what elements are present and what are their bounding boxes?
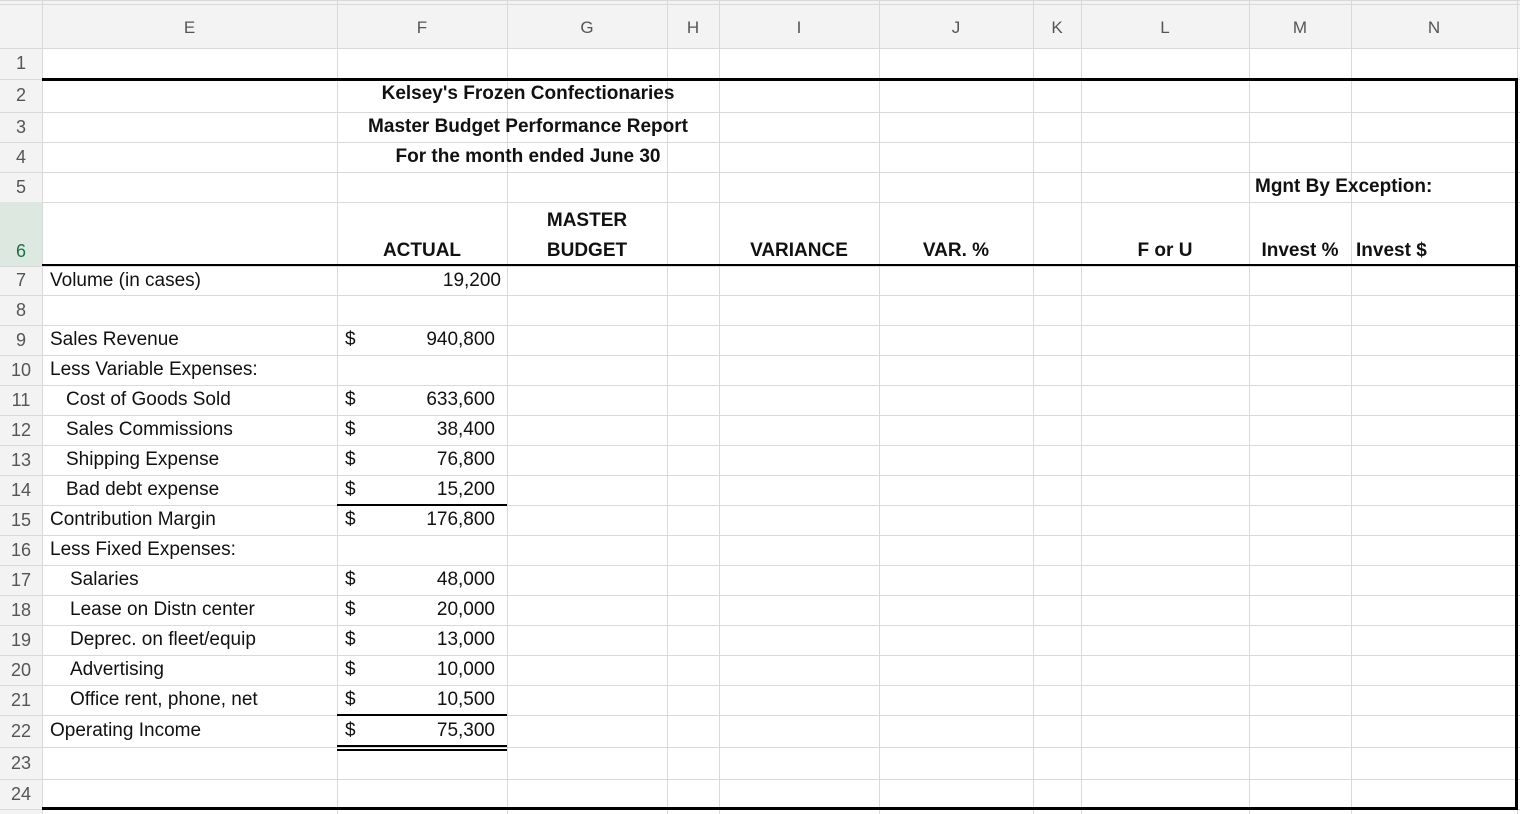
gridline xyxy=(42,78,1518,81)
currency-symbol: $ xyxy=(345,419,356,440)
column-header-k[interactable]: K xyxy=(1051,18,1063,37)
row-header-18[interactable]: 18 xyxy=(10,599,32,620)
header-var-pct: VAR. % xyxy=(922,240,990,261)
header-master: MASTER xyxy=(546,210,628,231)
row-header-13[interactable]: 13 xyxy=(10,449,32,470)
gridline xyxy=(337,749,507,751)
currency-symbol: $ xyxy=(345,389,356,410)
actual-value: 20,000 xyxy=(436,599,495,620)
actual-value: 940,800 xyxy=(426,329,495,350)
actual-value: 38,400 xyxy=(436,419,495,440)
column-header-e[interactable]: E xyxy=(183,18,196,37)
gridline xyxy=(0,202,1520,203)
actual-value: 10,500 xyxy=(436,689,495,710)
column-header-m[interactable]: M xyxy=(1292,18,1308,37)
header-budget: BUDGET xyxy=(546,240,628,261)
header-variance: VARIANCE xyxy=(750,240,848,261)
gridline xyxy=(1081,0,1082,814)
line-item-label: Sales Commissions xyxy=(66,419,233,440)
currency-symbol: $ xyxy=(345,509,356,530)
row-header-5[interactable]: 5 xyxy=(15,176,26,197)
gridline xyxy=(719,0,720,814)
currency-symbol: $ xyxy=(345,569,356,590)
column-header-h[interactable]: H xyxy=(686,18,700,37)
currency-symbol: $ xyxy=(345,659,356,680)
gridline xyxy=(0,48,42,49)
row-header-4[interactable]: 4 xyxy=(15,146,26,167)
currency-symbol: $ xyxy=(345,329,356,350)
actual-value: 633,600 xyxy=(426,389,495,410)
column-header-f[interactable]: F xyxy=(416,18,428,37)
row-header-15[interactable]: 15 xyxy=(10,509,32,530)
column-header-j[interactable]: J xyxy=(951,18,961,37)
row-header-1[interactable]: 1 xyxy=(15,53,26,73)
header-invest-dollar: Invest $ xyxy=(1356,240,1427,261)
row-header-2[interactable]: 2 xyxy=(15,85,26,105)
row-header-10[interactable]: 10 xyxy=(10,359,32,380)
row-header-7[interactable]: 7 xyxy=(15,270,26,290)
currency-symbol: $ xyxy=(345,689,356,710)
line-item-label: Salaries xyxy=(70,569,139,590)
currency-symbol: $ xyxy=(345,599,356,620)
report-title: Master Budget Performance Report xyxy=(368,116,688,137)
gridline xyxy=(0,0,1520,1)
actual-value: 13,000 xyxy=(436,629,495,650)
header-actual: ACTUAL xyxy=(382,240,462,261)
row-header-14[interactable]: 14 xyxy=(10,479,32,500)
line-item-label: Volume (in cases) xyxy=(50,269,202,291)
line-item-label: Contribution Margin xyxy=(50,509,216,530)
column-header-n[interactable]: N xyxy=(1427,18,1441,37)
row-header-12[interactable]: 12 xyxy=(10,419,32,440)
report-period: For the month ended June 30 xyxy=(395,146,661,167)
actual-value: 10,000 xyxy=(436,659,495,680)
gridline xyxy=(0,747,1520,748)
row-header-21[interactable]: 21 xyxy=(10,689,32,710)
line-item-label: Shipping Expense xyxy=(66,449,220,470)
gridline xyxy=(0,48,1520,49)
line-item-label: Less Fixed Expenses: xyxy=(50,539,236,560)
header-invest-pct: Invest % xyxy=(1261,240,1339,261)
gridline xyxy=(0,142,1520,143)
row-header-8[interactable]: 8 xyxy=(15,299,26,320)
gridline xyxy=(337,714,507,716)
line-item-label: Cost of Goods Sold xyxy=(66,389,231,410)
actual-value: 15,200 xyxy=(436,479,495,500)
row-header-20[interactable]: 20 xyxy=(10,659,32,680)
gridline xyxy=(337,504,507,506)
line-item-label: Deprec. on fleet/equip xyxy=(70,629,256,650)
line-item-label: Less Variable Expenses: xyxy=(50,359,258,380)
actual-value xyxy=(337,535,507,565)
row-header-17[interactable]: 17 xyxy=(10,569,32,590)
actual-value: 75,300 xyxy=(436,720,495,741)
gridline xyxy=(879,0,880,814)
line-item-label: Operating Income xyxy=(50,720,202,741)
line-item-label: Bad debt expense xyxy=(66,479,220,500)
column-header-i[interactable]: I xyxy=(796,18,802,37)
line-item-label: Lease on Distn center xyxy=(70,599,255,620)
gridline xyxy=(1249,0,1250,814)
currency-symbol: $ xyxy=(345,629,356,650)
row-header-11[interactable]: 11 xyxy=(11,389,31,410)
row-header-3[interactable]: 3 xyxy=(15,116,26,137)
row-header-24[interactable]: 24 xyxy=(10,783,32,804)
column-header-g[interactable]: G xyxy=(580,18,594,37)
row-header-16[interactable]: 16 xyxy=(10,539,32,560)
currency-symbol: $ xyxy=(345,720,356,741)
row-header-6[interactable]: 6 xyxy=(0,202,42,266)
actual-value: 48,000 xyxy=(436,569,495,590)
row-header-22[interactable]: 22 xyxy=(10,720,32,741)
actual-value: 76,800 xyxy=(436,449,495,470)
line-item-label: Office rent, phone, net xyxy=(70,689,258,710)
gridline xyxy=(42,807,1518,810)
line-item-label: Advertising xyxy=(70,659,164,680)
gridline xyxy=(0,112,1520,113)
gridline xyxy=(1033,0,1034,814)
actual-value: 176,800 xyxy=(426,509,495,530)
column-header-l[interactable]: L xyxy=(1160,18,1170,37)
gridline xyxy=(0,779,1520,780)
currency-symbol: $ xyxy=(345,479,356,500)
row-header-19[interactable]: 19 xyxy=(10,629,32,650)
gridline xyxy=(337,745,507,747)
header-f-or-u: F or U xyxy=(1137,240,1193,261)
gridline xyxy=(0,295,1520,296)
actual-value xyxy=(337,355,507,385)
report-company-title: Kelsey's Frozen Confectionaries xyxy=(381,83,675,104)
row-header-9[interactable]: 9 xyxy=(15,329,26,350)
line-item-label: Sales Revenue xyxy=(50,329,179,350)
row-header-23[interactable]: 23 xyxy=(10,752,32,773)
gridline xyxy=(1351,0,1352,814)
gridline xyxy=(0,4,1520,5)
currency-symbol: $ xyxy=(345,449,356,470)
mgmt-by-exception-label: Mgnt By Exception: xyxy=(1255,176,1433,197)
actual-value: 19,200 xyxy=(442,269,501,291)
